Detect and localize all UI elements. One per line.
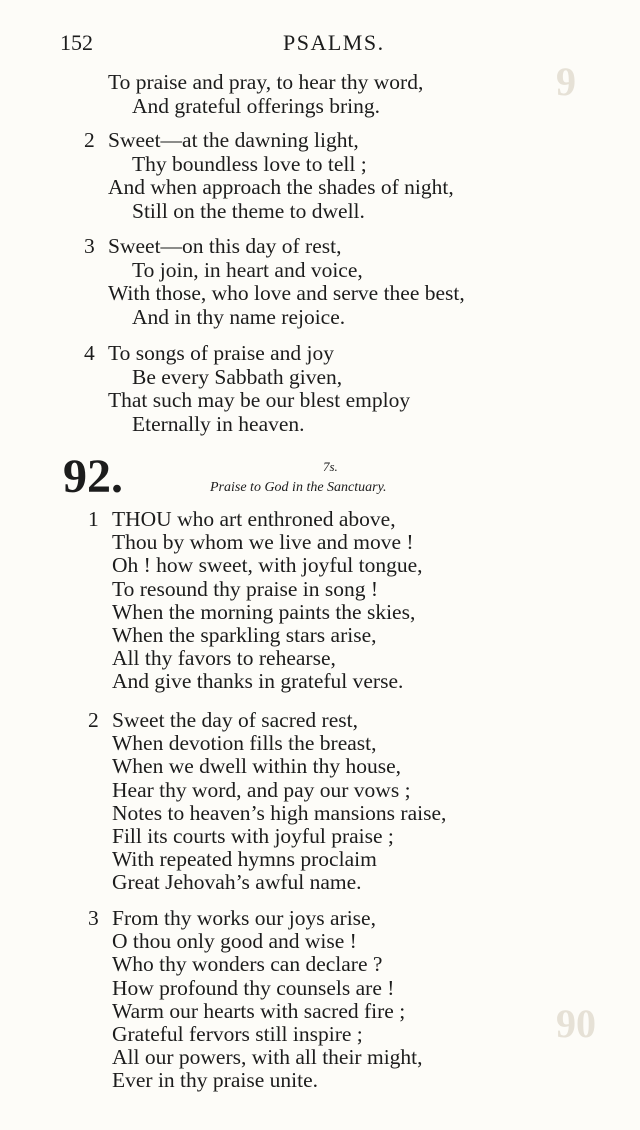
verse-line: All our powers, with all their might,	[112, 1045, 423, 1070]
verse-line: All thy favors to rehearse,	[112, 646, 336, 671]
verse-line: O thou only good and wise !	[112, 929, 357, 954]
verse-line: Sweet—on this day of rest,	[108, 234, 342, 258]
verse-line: To join, in heart and voice,	[132, 257, 363, 282]
verse-line: Thy boundless love to tell ;	[132, 151, 367, 176]
verse-line: When the morning paints the skies,	[112, 599, 416, 624]
verse-line: And grateful offerings bring.	[132, 93, 380, 118]
verse-line: And give thanks in grateful verse.	[112, 669, 404, 694]
verse-line: Still on the theme to dwell.	[132, 198, 365, 223]
verse-number: 3	[88, 906, 99, 930]
verse-line: THOU who art enthroned above,	[112, 507, 396, 531]
verse-line: From thy works our joys arise,	[112, 906, 376, 930]
verse-number: 1	[88, 507, 99, 531]
verse-line: With repeated hymns proclaim	[112, 847, 377, 872]
verse-line: And when approach the shades of night,	[108, 175, 454, 199]
verse-number: 4	[84, 341, 95, 365]
verse-line: Eternally in heaven.	[132, 411, 305, 436]
verse-line: That such may be our blest employ	[108, 388, 411, 412]
running-head: PSALMS.	[283, 30, 385, 55]
verse-line: Great Jehovah’s awful name.	[112, 870, 362, 895]
verse-line: To songs of praise and joy	[108, 341, 335, 365]
hymn-title: Praise to God in the Sanctuary.	[210, 480, 387, 495]
verse-line: How profound thy counsels are !	[112, 975, 395, 1000]
verse-line: Hear thy word, and pay our vows ;	[112, 777, 411, 802]
verse-line: To praise and pray, to hear thy word,	[108, 70, 424, 94]
bleed-through-mark: 9	[556, 59, 576, 104]
verse-line: Be every Sabbath given,	[132, 364, 343, 389]
page-number: 152	[60, 30, 93, 55]
verse-line: When devotion fills the breast,	[112, 731, 377, 756]
verse-line: Sweet—at the dawning light,	[108, 128, 359, 152]
verse-line: Grateful fervors still inspire ;	[112, 1022, 363, 1046]
verse-line: Notes to heaven’s high mansions raise,	[112, 800, 447, 825]
verse-number: 2	[88, 708, 99, 732]
verse-line: To resound thy praise in song !	[112, 576, 379, 601]
verse-line: Oh ! how sweet, with joyful tongue,	[112, 553, 423, 578]
verse-number: 3	[84, 234, 95, 258]
verse-number: 2	[84, 128, 95, 152]
verse-line: And in thy name rejoice.	[132, 304, 346, 329]
verse-line: Ever in thy praise unite.	[112, 1068, 318, 1093]
verse-line: When the sparkling stars arise,	[112, 623, 377, 647]
hymn-meter: 7s.	[323, 459, 338, 474]
verse-line: Sweet the day of sacred rest,	[112, 708, 358, 732]
bleed-through-mark: 90	[556, 1001, 596, 1046]
verse-line: Who thy wonders can declare ?	[112, 952, 383, 977]
verse-line: With those, who love and serve thee best,	[108, 281, 465, 305]
verse-line: When we dwell within thy house,	[112, 754, 402, 779]
page-header	[60, 30, 600, 56]
verse-line: Warm our hearts with sacred fire ;	[112, 998, 406, 1023]
verse-line: Thou by whom we live and move !	[112, 530, 414, 555]
verse-line: Fill its courts with joyful praise ;	[112, 824, 394, 848]
hymn-number: 92.	[63, 450, 123, 503]
